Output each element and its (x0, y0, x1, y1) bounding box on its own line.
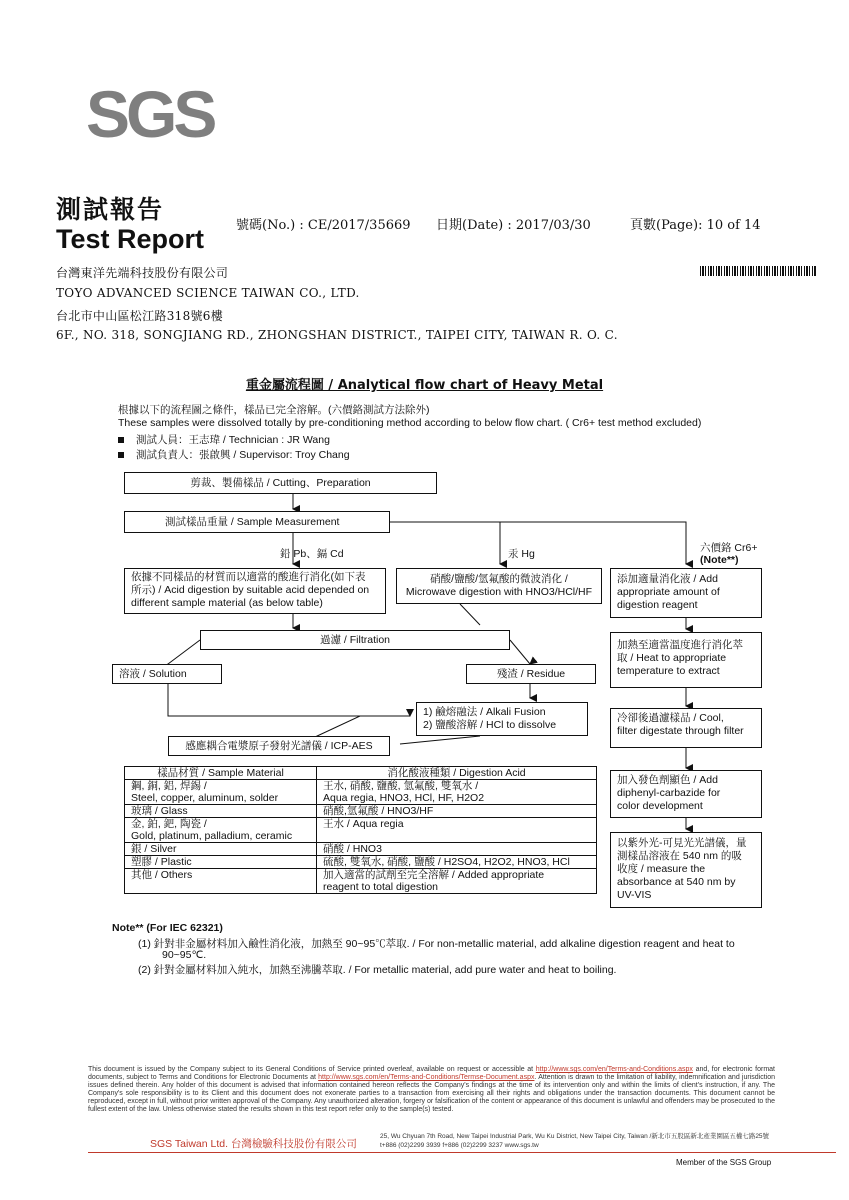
solution-box (112, 664, 222, 684)
cr-cool-line-2: filter digestate through filter (617, 725, 744, 737)
terms-link[interactable]: http://www.sgs.com/en/Terms-and-Conditions.aspx (535, 1066, 693, 1073)
table-row (125, 843, 597, 856)
cr-heat-line-2: 取 / Heat to appropriate (617, 652, 727, 664)
cr-uv-line-3: 收度 / measure the (617, 863, 706, 875)
material-cell: 金, 鉑, 鈀, 陶瓷 / (125, 818, 317, 831)
report-title-zh: 測試報告 (56, 195, 165, 224)
footer-address-line-2: t+886 (02)2299 3939 f+886 (02)2299 3237 www.sgs.tw (380, 1142, 539, 1149)
acid-cell: 硝酸 / HNO3 (317, 843, 597, 856)
table-row (125, 805, 597, 818)
acid-digestion-line-1: 依據不同樣品的材質而以適當的酸進行消化(如下表 (131, 571, 366, 583)
icp-aes-text: 感應耦合電漿原子發射光譜儀 / ICP-AES (185, 740, 373, 752)
hg-label: 汞 Hg (508, 548, 535, 560)
acid-cell (317, 830, 597, 843)
report-number: 號碼(No.) : CE/2017/35669 (236, 218, 411, 233)
intro-zh: 根據以下的流程圖之條件，樣品已完全溶解。(六價鉻測試方法除外) (118, 404, 430, 416)
note-1a: (1) 針對非金屬材料加入鹼性消化液，加熱至 90~95℃萃取. / For non-metallic material, add alkaline digestion reagent and heat to (138, 938, 735, 950)
microwave-digestion-box (396, 568, 602, 604)
material-cell: 鋼, 銅, 鋁, 焊錫 / (125, 780, 317, 793)
table-row (125, 869, 597, 882)
footer-disclaimer (88, 1066, 775, 1114)
table-row (125, 818, 597, 831)
report-title-en: Test Report (56, 224, 205, 254)
footer-divider (88, 1152, 836, 1153)
table-row (125, 881, 597, 894)
technician: 測試人員：王志瑋 / Technician : JR Wang (136, 434, 330, 446)
solution-text: 溶液 / Solution (119, 668, 187, 680)
cr-heat-line-1: 加熱至適當溫度進行消化萃 (617, 639, 743, 651)
page-number: 頁數(Page): 10 of 14 (630, 218, 761, 233)
cr-add-line-3: digestion reagent (617, 599, 698, 611)
note-1b: 90~95℃. (162, 949, 207, 961)
header-digestion-acid: 消化酸液種類 / Digestion Acid (317, 767, 597, 780)
footer-address-line-1: 25, Wu Chyuan 7th Road, New Taipei Industrial Park, Wu Ku District, New Taipei City, Taiwan /新北市五股區新北產業園區五權七路25號 (380, 1133, 770, 1140)
acid-digestion-line-2: 所示) / Acid digestion by suitable acid depended on (131, 584, 370, 596)
acid-cell: 王水 / Aqua regia (317, 818, 597, 831)
table-row (125, 780, 597, 793)
cutting-text: 剪裁、製備樣品 / Cutting、Preparation (190, 477, 371, 489)
disclaimer-text-3: . Attention is drawn to the limitation of liability, indemnification and jurisdiction issues defined therein. Any holder of this document is advised that information contained hereon reflects the Company's findings at the time of its intervention only and within the limits of client's instruction, if any. The Company's sole responsibility is to its Client and this document does not exonerate parties to a transaction from exercising all their rights and obligations under the transaction documents. This document cannot be reproduced, except in full, without prior written approval of the Company. Any unauthorized alteration, forgery or falsification of the content or appearance of this document is unlawful and offenders may be prosecuted to the fullest extent of the law. Unless otherwise stated the results shown in this test report refer only to the sample(s) tested. (88, 1074, 775, 1113)
report-date: 日期(Date) : 2017/03/30 (436, 218, 591, 233)
filtration-box (200, 630, 510, 650)
acid-digestion-box (124, 568, 386, 614)
logo-text: SGS (86, 77, 214, 151)
residue-text: 殘渣 / Residue (496, 668, 566, 680)
icp-aes-box (168, 736, 390, 756)
material-cell (125, 881, 317, 894)
note-title: Note** (For IEC 62321) (112, 922, 223, 934)
sample-measurement-text: 測試樣品重量 / Sample Measurement (165, 516, 340, 528)
cr-color-line-2: diphenyl-carbazide for (617, 787, 721, 799)
microwave-line-1: 硝酸/鹽酸/氫氟酸的微波消化 / (430, 573, 568, 585)
cr-cool-line-1: 冷卻後過濾樣品 / Cool, (617, 712, 724, 724)
cutting-box (124, 472, 437, 494)
filtration-text: 過濾 / Filtration (319, 634, 390, 646)
material-cell: 玻璃 / Glass (125, 805, 317, 818)
cr6-label: 六價鉻 Cr6+ (700, 542, 758, 554)
table-row (125, 856, 597, 869)
alkali-line-2: 2) 鹽酸溶解 / HCl to dissolve (423, 719, 557, 731)
table-row (125, 830, 597, 843)
alkali-line-1: 1) 鹼熔融法 / Alkali Fusion (423, 706, 546, 718)
cr-uv-vis-box (610, 832, 762, 908)
supervisor: 測試負責人：張啟興 / Supervisor: Troy Chang (136, 449, 350, 461)
acid-cell: 硫酸, 雙氧水, 硝酸, 鹽酸 / H2SO4, H2O2, HNO3, HCl (317, 856, 597, 869)
acid-cell: Aqua regia, HNO3, HCl, HF, H2O2 (317, 792, 597, 805)
material-cell: 塑膠 / Plastic (125, 856, 317, 869)
cr-uv-line-2: 測樣品溶液在 540 nm 的吸 (617, 850, 742, 862)
cr-heat-line-3: temperature to extract (617, 665, 720, 677)
material-cell: 銀 / Silver (125, 843, 317, 856)
footer-member: Member of the SGS Group (676, 1158, 772, 1167)
client-name-zh: 台灣東洋先端科技股份有限公司 (56, 266, 229, 280)
residue-box (466, 664, 596, 684)
sample-material-table (124, 766, 597, 894)
cr-color-line-3: color development (617, 800, 703, 812)
note-2: (2) 針對金屬材料加入純水，加熱至沸騰萃取. / For metallic material, add pure water and heat to boiling. (138, 964, 617, 976)
intro-en: These samples were dissolved totally by pre-conditioning method according to below flow chart. ( Cr6+ test method excluded) (118, 417, 702, 429)
pb-cd-label: 鉛 Pb、鎘 Cd (280, 548, 344, 560)
acid-cell: 硝酸,氫氟酸 / HNO3/HF (317, 805, 597, 818)
client-name-en: TOYO ADVANCED SCIENCE TAIWAN CO., LTD. (56, 286, 360, 300)
cr-color-line-1: 加入發色劑顯色 / Add (617, 774, 718, 786)
material-cell: Steel, copper, aluminum, solder (125, 792, 317, 805)
footer-address (380, 1132, 769, 1150)
client-address-zh: 台北市中山區松江路318號6樓 (56, 309, 224, 323)
cr-uv-line-5: UV-VIS (617, 889, 652, 901)
client-address-en: 6F., NO. 318, SONGJIANG RD., ZHONGSHAN DISTRICT., TAIPEI CITY, TAIWAN R. O. C. (56, 328, 618, 342)
flow-chart-title: 重金屬流程圖 / Analytical flow chart of Heavy Metal (245, 378, 604, 393)
cr-cool-filter-box (610, 708, 762, 748)
cr-add-line-2: appropriate amount of (617, 586, 720, 598)
acid-cell: 王水, 硝酸, 鹽酸, 氫氟酸, 雙氧水 / (317, 780, 597, 793)
e-document-terms-link[interactable]: http://www.sgs.com/en/Terms-and-Conditions/Termse-Document.aspx (318, 1074, 535, 1081)
acid-cell: 加入適當的試劑至完全溶解 / Added appropriate (317, 869, 597, 882)
cr-color-box (610, 770, 762, 818)
material-cell: 其他 / Others (125, 869, 317, 882)
note-ref-label: (Note**) (700, 554, 739, 566)
cr-uv-line-1: 以紫外光-可見光光譜儀，量 (617, 837, 747, 849)
microwave-line-2: Microwave digestion with HNO3/HCl/HF (405, 586, 593, 598)
table-header-row (125, 767, 597, 780)
cr-heat-box (610, 632, 762, 688)
cr-add-reagent-box (610, 568, 762, 618)
disclaimer-text-1: This document is issued by the Company subject to its General Conditions of Service printed overleaf, available on request or accessible at (88, 1066, 534, 1073)
alkali-fusion-box (416, 702, 588, 736)
footer-company: SGS Taiwan Ltd. 台灣檢驗科技股份有限公司 (150, 1138, 357, 1150)
acid-cell: reagent to total digestion (317, 881, 597, 894)
sample-measurement-box (124, 511, 390, 533)
material-cell: Gold, platinum, palladium, ceramic (125, 830, 317, 843)
disclaimer-text-2: and, for electronic format documents, subject to Terms and Conditions for Electronic Documents at (88, 1066, 775, 1081)
cr-uv-line-4: absorbance at 540 nm by (617, 876, 736, 888)
acid-digestion-line-3: different sample material (as below table) (131, 597, 323, 609)
header-sample-material: 樣品材質 / Sample Material (125, 767, 317, 780)
table-row (125, 792, 597, 805)
cr-add-line-1: 添加適量消化液 / Add (617, 573, 718, 585)
